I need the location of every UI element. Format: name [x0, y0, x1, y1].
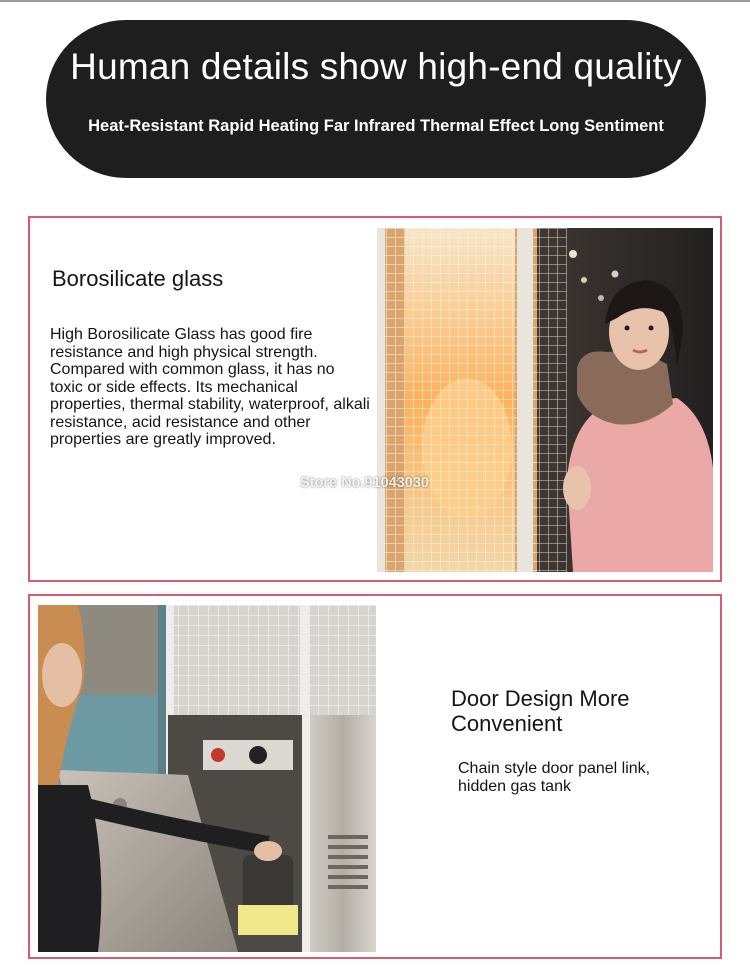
banner-title: Human details show high-end quality: [70, 46, 682, 87]
heater-door-illustration: [38, 605, 376, 952]
feature-title: Door Design More Convenient: [451, 686, 630, 736]
feature-panel-door: [28, 594, 722, 959]
feature-description: Chain style door panel link, hidden gas tank: [458, 760, 651, 795]
heater-woman-photo: [377, 228, 713, 572]
feature-title: Borosilicate glass: [52, 266, 224, 291]
feature-panel-borosilicate: [28, 216, 722, 582]
heater-woman-illustration: [377, 228, 713, 572]
store-watermark: Store No.91043030: [300, 475, 429, 491]
feature-description: High Borosilicate Glass has good fire resistance and high physical strength. Compared with common glass, it has no toxic or side effects. Its mechanical properties, thermal stability, waterproof, alkali resistance, acid resistance and other properties are greatly improved.: [50, 326, 370, 448]
top-divider: [0, 0, 750, 2]
banner-subtitle: Heat-Resistant Rapid Heating Far Infrared Thermal Effect Long Sentiment: [88, 117, 664, 135]
header-banner: [46, 20, 706, 178]
heater-door-photo: [38, 605, 376, 952]
